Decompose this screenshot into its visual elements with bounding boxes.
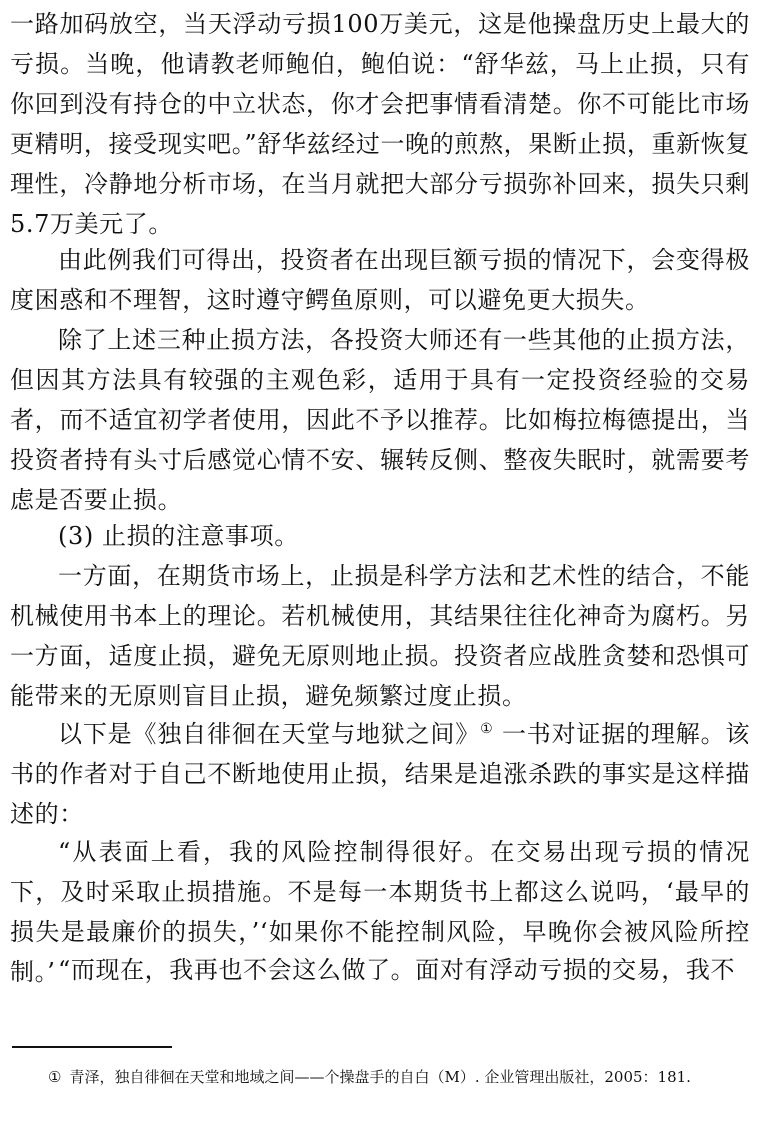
- paragraph-schwartz-story: 一路加码放空，当天浮动亏损100万美元，这是他操盘历史上最大的亏损。当晚，他请教老师鲍伯，鲍伯说：“舒华兹，马上止损，只有你回到没有持仓的中立状态，你才会把事情看清楚。你不可能比市场更精明，接受现实吧。”舒华兹经过一晚的煎熬，果断止损，重新恢复理性，冷静地分析市场，在当月就把大部分亏损弥补回来，损失只剩5.7万美元了。: [10, 10, 750, 238]
- paragraph-crocodile-principle: 由此例我们可得出，投资者在出现巨额亏损的情况下，会变得极度困惑和不理智，这时遵守鳄鱼原则，可以避免更大损失。: [10, 246, 750, 314]
- paragraph-stop-loss-notes: 一方面，在期货市场上，止损是科学方法和艺术性的结合，不能机械使用书本上的理论。若机械使用，其结果往往化神奇为腐朽。另一方面，适度止损，避免无原则地止损。投资者应战胜贪婪和恐惧可能带来的无原则盲目止损，避免频繁过度止损。: [10, 562, 750, 710]
- footnote-reference: ①: [480, 721, 494, 737]
- paragraph-other-methods: 除了上述三种止损方法，各投资大师还有一些其他的止损方法，但因其方法具有较强的主观色彩，适用于具有一定投资经验的交易者，而不适宜初学者使用，因此不予以推荐。比如梅拉梅德提出，当投资者持有头寸后感觉心情不安、辗转反侧、整夜失眠时，就需要考虑是否要止损。: [10, 326, 750, 514]
- quote-intro-text-cont: 一书对证据的理解。该书的作者对于自己不断地使用止损，结果是追涨杀跌的事实是这样描述的：: [10, 720, 751, 828]
- footnote-text: 青泽，独自徘徊在天堂和地域之间——个操盘手的自白（M）. 企业管理出版社，2005：181.: [69, 1068, 691, 1086]
- paragraph-book-quote-intro: [10, 714, 750, 834]
- quote-intro-text: 以下是《独自徘徊在天堂与地狱之间》: [58, 720, 481, 748]
- footnote: [12, 1064, 750, 1091]
- paragraph-quote-2: “而现在，我再也不会这么做了。面对有浮动亏损的交易，我不: [58, 956, 736, 984]
- footnote-divider: [12, 1046, 172, 1048]
- footnote-mark: ①: [48, 1068, 62, 1086]
- paragraph-quote-1: “从表面上看，我的风险控制得很好。在交易出现亏损的情况下，及时采取止损措施。不是每一本期货书上都这么说吗，‘最早的损失是最廉价的损失，’‘如果你不能控制风险，早晚你会被风险所控制。’: [10, 838, 750, 986]
- section-heading: (3) 止损的注意事项。: [58, 522, 299, 550]
